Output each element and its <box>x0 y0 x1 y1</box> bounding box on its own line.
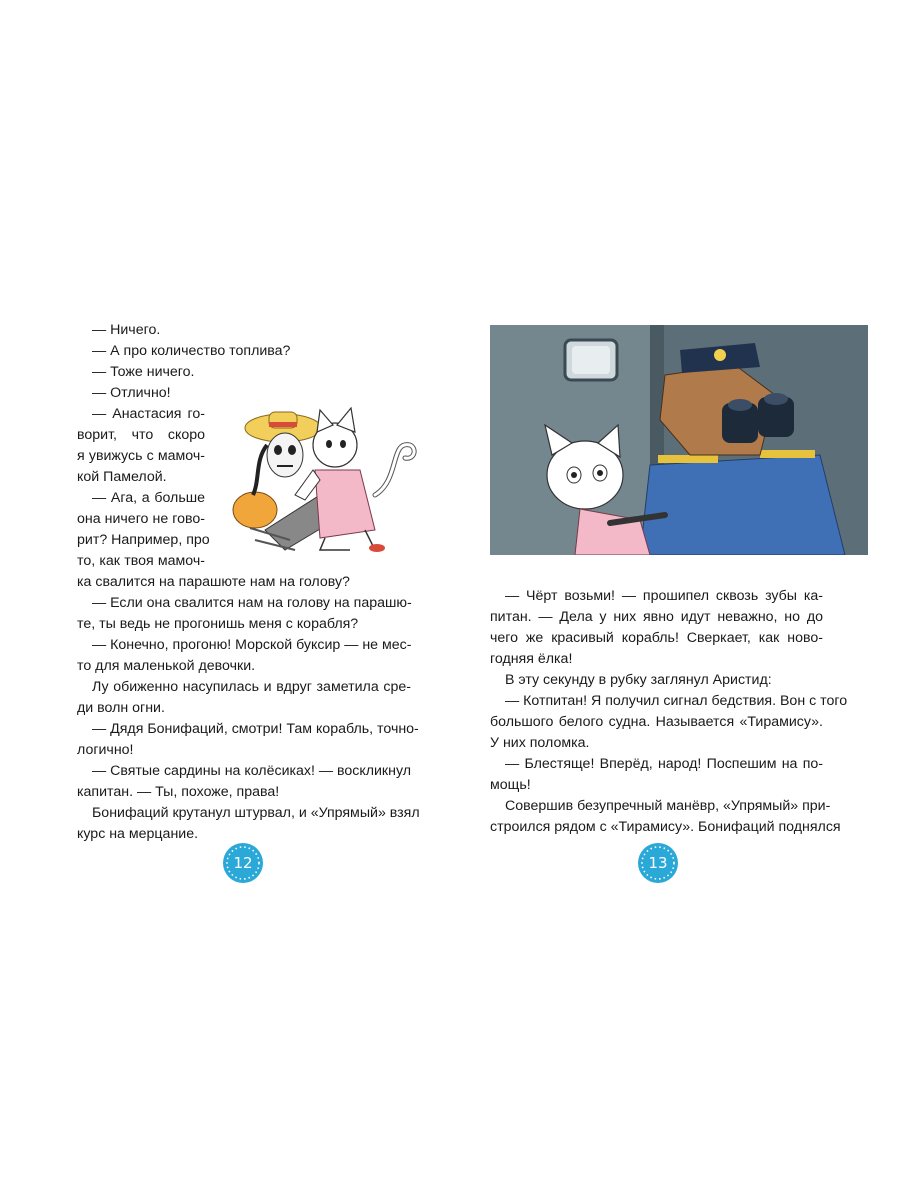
text-line: ка свалится на парашюте нам на голову? <box>77 574 350 590</box>
text-line: Совершив безупречный манёвр, «Упрямый» при- <box>505 798 831 814</box>
page-number-badge <box>637 842 679 884</box>
text-line: капитан. — Ты, похоже, права! <box>77 784 280 800</box>
text-line: годняя ёлка! <box>490 651 573 667</box>
text-line: — Ага, а больше <box>92 490 205 506</box>
captain-illustration <box>490 325 868 555</box>
text-line: — Конечно, прогоню! Морской буксир — не мес- <box>92 637 412 653</box>
text-line: — Блестяще! Вперёд, народ! Поспешим на по- <box>505 756 823 772</box>
text-line: то для маленькой девочки. <box>77 658 256 674</box>
page-number: 13 <box>648 854 668 872</box>
text-line: — А про количество топлива? <box>92 343 291 359</box>
page-number-badge <box>222 842 264 884</box>
text-line: логично! <box>77 742 134 758</box>
right-page <box>450 0 900 1200</box>
text-line: те, ты ведь не прогонишь меня с корабля? <box>77 616 359 632</box>
text-line: — Котпитан! Я получил сигнал бедствия. Вон с того <box>505 693 848 709</box>
text-line: — Чёрт возьми! — прошипел сквозь зубы ка- <box>505 588 823 604</box>
text-line: — Тоже ничего. <box>92 364 195 380</box>
text-line: — Дядя Бонифаций, смотри! Там корабль, точно- <box>92 721 419 737</box>
text-line: большого белого судна. Называется «Тирамису». <box>490 714 823 730</box>
text-line: то, как твоя мамоч- <box>77 553 205 569</box>
text-line: строился рядом с «Тирамису». Бонифаций поднялся <box>490 819 841 835</box>
text-line: чего же красивый корабль! Сверкает, как ново- <box>490 630 823 646</box>
text-line: ворит, что скоро <box>77 427 205 443</box>
text-line: мощь! <box>490 777 531 793</box>
text-line: Лу обиженно насупилась и вдруг заметила сре- <box>92 679 411 695</box>
text-line: В эту секунду в рубку заглянул Аристид: <box>505 672 772 688</box>
text-line: — Ничего. <box>92 322 161 338</box>
page-number: 12 <box>233 854 253 872</box>
text-line: У них поломка. <box>490 735 590 751</box>
text-line: я увижусь с мамоч- <box>77 448 205 464</box>
text-line: она ничего не гово- <box>77 511 205 527</box>
text-line: — Святые сардины на колёсиках! — воскликнул <box>92 763 412 779</box>
text-line: Бонифаций крутанул штурвал, и «Упрямый» взял <box>92 805 420 821</box>
text-line: кой Памелой. <box>77 469 167 485</box>
text-line: питан. — Дела у них явно идут неважно, но до <box>490 609 823 625</box>
text-line: — Отлично! <box>92 385 171 401</box>
text-line: рит? Например, про <box>77 532 210 548</box>
text-line: ди волн огни. <box>77 700 165 716</box>
text-line: курс на мерцание. <box>77 826 199 842</box>
text-line: — Анастасия го- <box>92 406 205 422</box>
text-line: — Если она свалится нам на голову на парашю- <box>92 595 412 611</box>
cat-girl-illustration <box>225 400 420 560</box>
